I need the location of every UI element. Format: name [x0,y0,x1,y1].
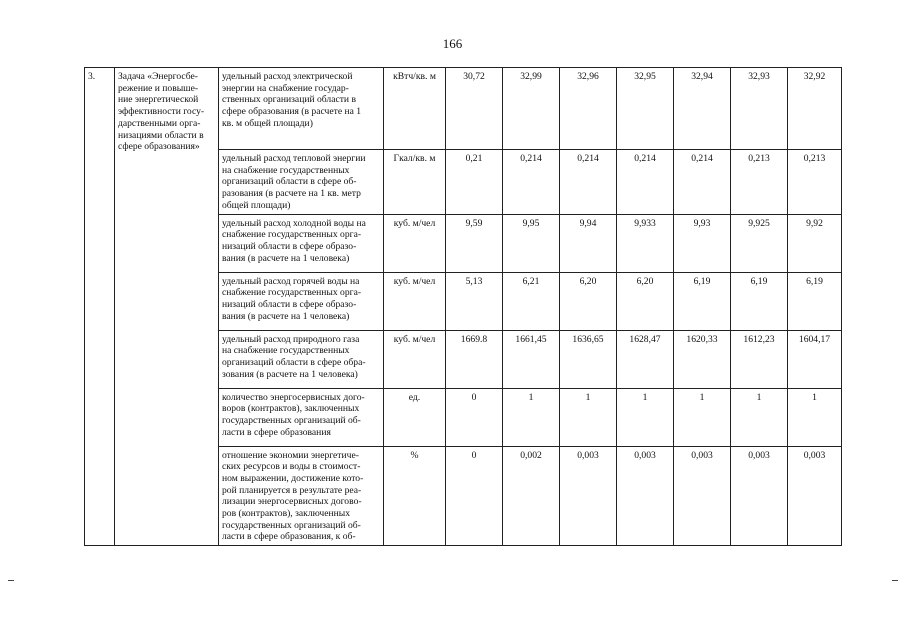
task-line: Задача «Энергосбе- [118,71,198,82]
description-line: разования (в расчете на 1 кв. метр [222,188,361,200]
task-line: ние энергетической [118,94,199,106]
description-line: низаций области в сфере образо- [222,298,357,310]
description-line: низаций области в сфере образо- [222,240,357,252]
task-line: режение и повыше- [118,82,199,94]
indicator-description [219,150,384,215]
unit-cell: % [384,446,446,546]
task-line: низациями области в [118,129,204,141]
value-cell: 1 [503,388,560,446]
indicator-description [219,446,384,546]
value-cell: 0 [446,388,503,446]
scan-edge-mark [892,580,898,581]
value-cell: 0,003 [788,446,842,546]
indicator-description [219,330,384,388]
unit-cell: Гкал/кв. м [384,150,446,215]
description-line: удельный расход тепловой энергии [222,153,366,164]
value-cell: 0,213 [731,150,788,215]
value-cell: 30,72 [446,68,503,150]
description-line: снабжение государственных орга- [222,229,362,241]
value-cell: 1628,47 [617,330,674,388]
value-cell: 1620,33 [674,330,731,388]
task-cell [115,68,219,546]
description-line: ственных организаций области в [222,94,356,106]
value-cell: 32,96 [560,68,617,150]
row-number-cell [85,68,115,546]
description-line: ласти в сфере образования [222,426,331,438]
value-cell: 1 [731,388,788,446]
indicator-description [219,214,384,272]
description-line: организаций области в сфере об- [222,176,357,188]
description-line: удельный расход горячей воды на [222,275,360,287]
value-cell: 0,214 [674,150,731,215]
indicator-description [219,68,384,150]
description-line: удельный расход холодной воды на [222,217,366,229]
unit-cell: ед. [384,388,446,446]
value-cell: 32,94 [674,68,731,150]
value-cell: 32,95 [617,68,674,150]
value-cell: 0,214 [503,150,560,215]
value-cell: 6,19 [674,272,731,330]
description-line: лизации энергосервисных догово- [222,496,362,508]
description-line: ров (контрактов), заключенных [222,508,350,520]
value-cell: 5,13 [446,272,503,330]
value-cell: 6,19 [788,272,842,330]
value-cell: 32,93 [731,68,788,150]
value-cell: 1 [617,388,674,446]
description-line: общей площади) [222,199,291,211]
description-line: вания (в расчете на 1 человека) [222,310,350,322]
description-line: удельный расход природного газа [222,333,360,345]
description-line: энергии на снабжение государ- [222,82,349,94]
task-line: дарственными орга- [118,117,201,129]
description-line: отношение экономии энергетиче- [222,449,359,461]
value-cell: 1 [560,388,617,446]
task-line: эффективности госу- [118,106,205,118]
indicator-description [219,388,384,446]
description-line: ном выражении, достижение кото- [222,472,364,484]
value-cell: 1669.8 [446,330,503,388]
description-line: ских ресурсов и воды в стоимост- [222,461,361,473]
description-line: рой планируется в результате реа- [222,484,362,496]
value-cell: 1 [788,388,842,446]
value-cell: 1661,45 [503,330,560,388]
value-cell: 1636,65 [560,330,617,388]
task-line: сфере образования» [118,141,200,153]
page-number: 166 [442,36,463,51]
value-cell: 0,003 [731,446,788,546]
value-cell: 9,59 [446,214,503,272]
value-cell: 6,20 [560,272,617,330]
description-line: на снабжение государственных [222,164,350,176]
description-line: государственных организаций об- [222,414,361,426]
value-cell: 0,003 [560,446,617,546]
table-row [85,68,842,150]
value-cell: 9,95 [503,214,560,272]
value-cell: 0 [446,446,503,546]
unit-cell: куб. м/чел [384,330,446,388]
value-cell: 6,20 [617,272,674,330]
description-line: удельный расход электрической [222,71,353,82]
value-cell: 0,21 [446,150,503,215]
row-number: 3. [88,71,96,82]
indicators-table [84,67,842,546]
value-cell: 1604,17 [788,330,842,388]
scan-edge-mark [8,580,14,581]
value-cell: 0,003 [617,446,674,546]
value-cell: 6,19 [731,272,788,330]
value-cell: 32,99 [503,68,560,150]
description-line: организаций области в сфере обра- [222,356,366,368]
description-line: кв. м общей площади) [222,117,313,129]
description-line: на снабжение государственных [222,345,350,357]
value-cell: 9,94 [560,214,617,272]
value-cell: 9,933 [617,214,674,272]
description-line: количество энергосервисных дого- [222,391,365,403]
description-line: ласти в сфере образования, к об- [222,531,356,543]
value-cell: 9,925 [731,214,788,272]
description-line: воров (контрактов), заключенных [222,403,360,415]
description-line: государственных организаций об- [222,519,361,531]
description-line: снабжение государственных орга- [222,287,362,299]
unit-cell: кВтч/кв. м [384,68,446,150]
value-cell: 0,214 [560,150,617,215]
description-line: вания (в расчете на 1 человека) [222,252,350,264]
value-cell: 9,93 [674,214,731,272]
indicator-description [219,272,384,330]
description-line: сфере образования (в расчете на 1 [222,106,362,118]
value-cell: 32,92 [788,68,842,150]
value-cell: 9,92 [788,214,842,272]
value-cell: 0,003 [674,446,731,546]
unit-cell: куб. м/чел [384,272,446,330]
value-cell: 1612,23 [731,330,788,388]
value-cell: 1 [674,388,731,446]
value-cell: 0,214 [617,150,674,215]
unit-cell: куб. м/чел [384,214,446,272]
value-cell: 0,213 [788,150,842,215]
value-cell: 6,21 [503,272,560,330]
value-cell: 0,002 [503,446,560,546]
description-line: зования (в расчете на 1 человека) [222,368,358,380]
